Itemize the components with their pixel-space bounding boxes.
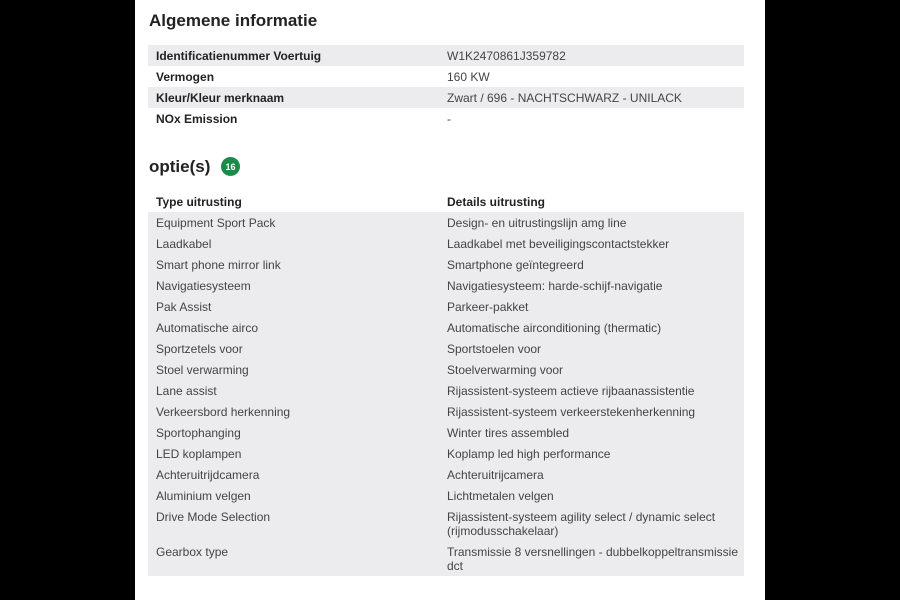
- option-type: Stoel verwarming: [156, 362, 249, 377]
- option-type: Pak Assist: [156, 299, 212, 314]
- option-type: Aluminium velgen: [156, 488, 251, 503]
- option-type: Lane assist: [156, 383, 217, 398]
- option-details: Sportstoelen voor: [447, 341, 542, 356]
- option-details: Design- en uitrustingslijn amg line: [447, 215, 627, 230]
- option-details: Navigatiesysteem: harde-schijf-navigatie: [447, 278, 663, 293]
- option-details: Achteruitrijcamera: [447, 467, 544, 482]
- option-type: Gearbox type: [156, 544, 229, 559]
- table-row: [148, 506, 744, 541]
- row-value: Zwart / 696 - NACHTSCHWARZ - UNILACK: [447, 90, 682, 105]
- row-value: 160 KW: [447, 69, 490, 84]
- row-label: Kleur/Kleur merknaam: [156, 90, 285, 105]
- option-details: Lichtmetalen velgen: [447, 488, 554, 503]
- header-type: Type uitrusting: [156, 194, 242, 209]
- option-type: Drive Mode Selection: [156, 509, 271, 524]
- table-row: [148, 401, 744, 422]
- table-row: [148, 45, 744, 66]
- option-details: Koplamp led high performance: [447, 446, 611, 461]
- table-row: [148, 212, 744, 233]
- table-row: [148, 254, 744, 275]
- option-type: Automatische airco: [156, 320, 259, 335]
- general-info-title: Algemene informatie: [149, 11, 318, 30]
- header-details: Details uitrusting: [447, 194, 546, 209]
- options-title: optie(s): [149, 157, 211, 176]
- table-row: [148, 108, 744, 129]
- table-row: [148, 443, 744, 464]
- option-details: Stoelverwarming voor: [447, 362, 564, 377]
- option-type: Equipment Sport Pack: [156, 215, 276, 230]
- option-type: Laadkabel: [156, 236, 212, 251]
- option-details: Rijassistent-systeem actieve rijbaanassistentie: [447, 383, 695, 398]
- general-info-table: [148, 45, 744, 129]
- table-row: [148, 317, 744, 338]
- option-type: LED koplampen: [156, 446, 242, 461]
- table-row: [148, 87, 744, 108]
- option-details: Smartphone geïntegreerd: [447, 257, 584, 272]
- table-row: [148, 485, 744, 506]
- options-table-header: [148, 191, 744, 212]
- option-details: Transmissie 8 versnellingen - dubbelkoppeltransmissie dct: [447, 544, 739, 573]
- option-details: Winter tires assembled: [447, 425, 570, 440]
- row-value: -: [447, 111, 451, 126]
- option-type: Achteruitrijdcamera: [156, 467, 260, 482]
- table-row: [148, 359, 744, 380]
- table-row: [148, 338, 744, 359]
- content-panel: [135, 0, 765, 600]
- row-label: Identificatienummer Voertuig: [156, 48, 322, 63]
- option-type: Smart phone mirror link: [156, 257, 281, 272]
- table-row: [148, 296, 744, 317]
- table-row: [148, 275, 744, 296]
- option-details: Parkeer-pakket: [447, 299, 529, 314]
- option-type: Navigatiesysteem: [156, 278, 251, 293]
- table-row: [148, 464, 744, 485]
- table-row: [148, 233, 744, 254]
- table-row: [148, 380, 744, 401]
- option-details: Laadkabel met beveiligingscontactstekker: [447, 236, 670, 251]
- table-row: [148, 66, 744, 87]
- option-details: Automatische airconditioning (thermatic): [447, 320, 662, 335]
- options-count-badge: 16: [221, 157, 240, 176]
- row-label: Vermogen: [156, 69, 215, 84]
- option-type: Verkeersbord herkenning: [156, 404, 291, 419]
- table-row: [148, 541, 744, 576]
- option-details: Rijassistent-systeem verkeerstekenherkenning: [447, 404, 696, 419]
- options-table: [148, 191, 744, 576]
- option-type: Sportzetels voor: [156, 341, 243, 356]
- row-value: W1K2470861J359782: [447, 48, 566, 63]
- option-type: Sportophanging: [156, 425, 241, 440]
- row-label: NOx Emission: [156, 111, 238, 126]
- option-details: Rijassistent-systeem agility select / dynamic select (rijmodusschakelaar): [447, 509, 716, 538]
- table-row: [148, 422, 744, 443]
